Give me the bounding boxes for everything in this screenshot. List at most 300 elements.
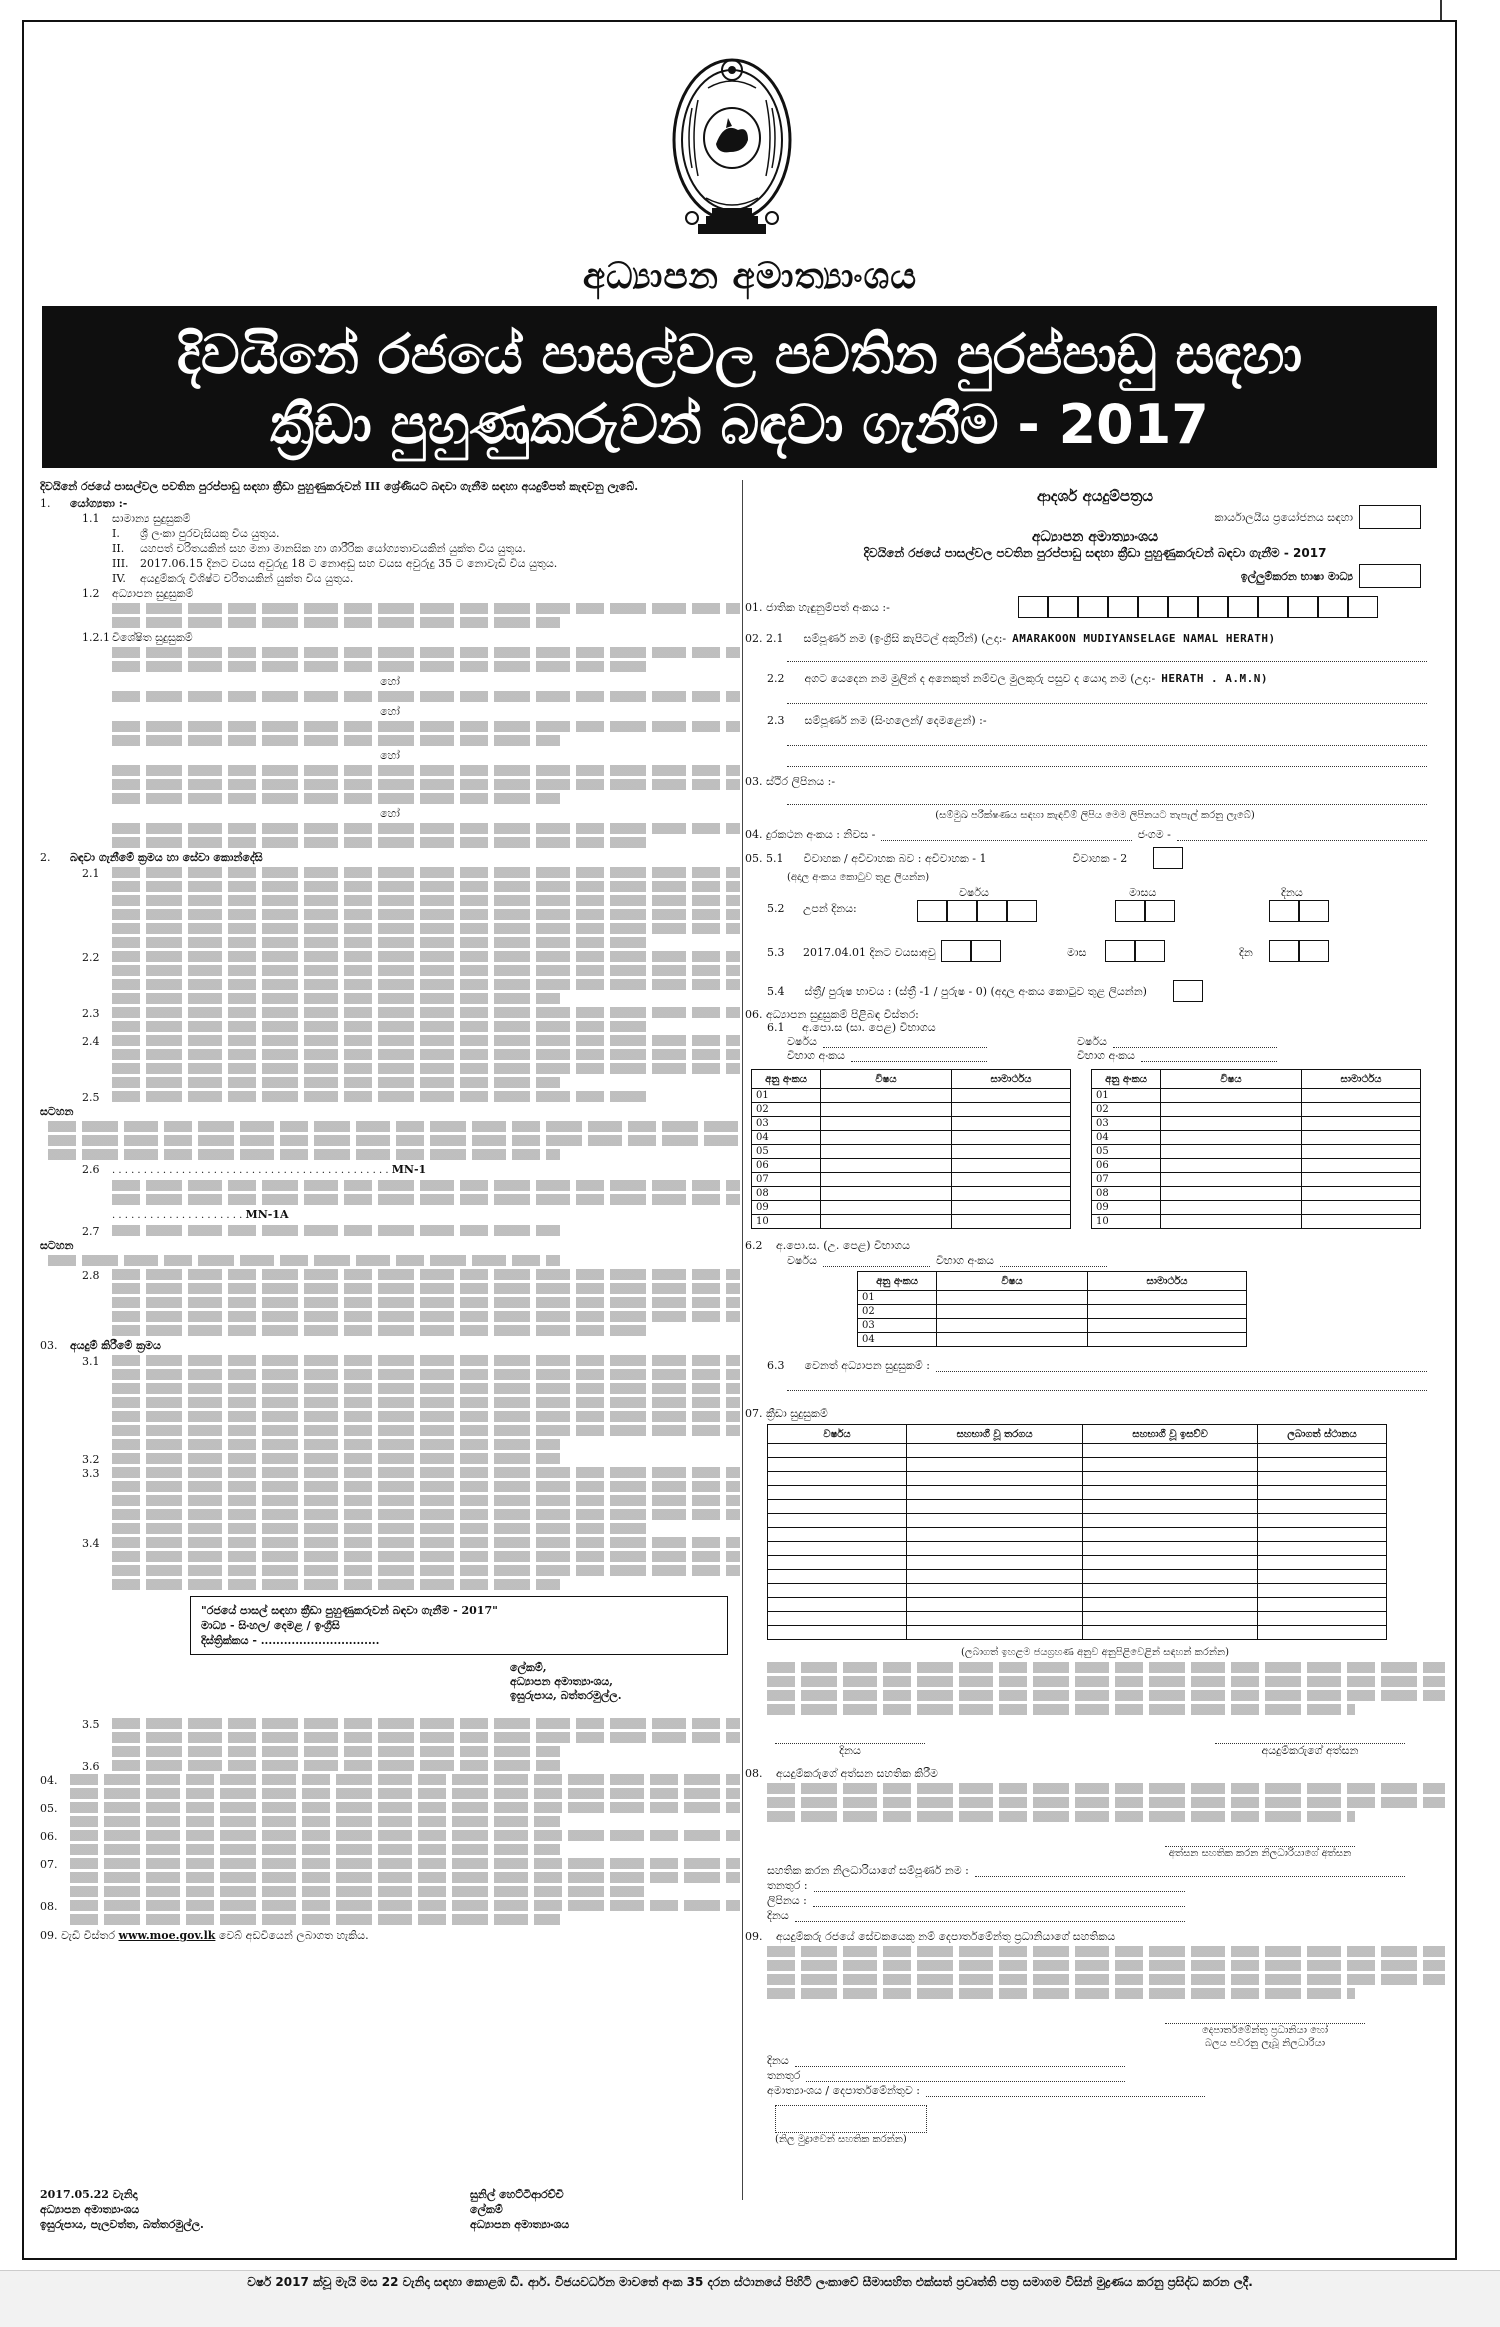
list-item [40,572,740,585]
table-cell[interactable] [1258,1486,1387,1500]
table-cell[interactable] [1302,1187,1421,1201]
table-cell: 05 [1092,1145,1161,1159]
text-line [70,1914,560,1925]
text-line [112,603,740,614]
auth-officer-label: බලය පවරනු ලැබූ නිලධාරියා [1204,2038,1326,2049]
envelope-line-3: දිස්ත්‍රික්කය - ............................... [201,1634,380,1647]
table-cell[interactable] [1302,1159,1421,1173]
phone-mobile-field[interactable] [1177,828,1427,841]
table-header: සාමාර්ථය [1088,1272,1247,1291]
table-cell[interactable] [1161,1089,1302,1103]
paragraph-number: 2.6 [82,1163,100,1176]
q62-number: 6.2 [745,1239,763,1252]
age-months-boxes[interactable] [1105,940,1165,962]
fullname-si-field-2[interactable] [787,756,1427,767]
nic-boxes[interactable] [1018,596,1378,618]
paragraph [40,1035,740,1046]
table-header: අනු අංකය [1092,1070,1161,1089]
ol-results-tables [751,1069,1445,1229]
text-line [112,1551,740,1562]
other-quals-label: වෙනත් අධ්‍යාපන සුදුසුකම් : [804,1359,930,1372]
text-line [112,1760,560,1771]
q2-number: 02. 2.1 [745,632,784,645]
table-cell: 03 [752,1117,821,1131]
table-cell[interactable] [1258,1584,1387,1598]
table-cell[interactable] [952,1159,1071,1173]
age-days-label: දින [1239,946,1253,959]
certifier-signature [1165,1836,1355,1860]
table-cell[interactable] [821,1117,952,1131]
title-banner [42,306,1437,468]
ol-results-table-1 [751,1069,1071,1229]
table-cell[interactable] [1083,1444,1258,1458]
table-cell[interactable] [1302,1117,1421,1131]
signature-label: අත්සන සහතික කරන නිලධාරියාගේ අත්සන [1168,1848,1352,1859]
table-cell[interactable] [1161,1131,1302,1145]
office-use-row [745,505,1421,529]
paragraph [40,1225,740,1236]
table-cell[interactable] [1258,1528,1387,1542]
table-cell[interactable] [1258,1514,1387,1528]
other-quals-row [745,1359,1445,1372]
text-line [112,1495,740,1506]
initials-label: අගට යෙදෙන නම මුලින් ද අනෙකුත් නම්වල මුලකුරු පසුව ද යොදා නම (උදා:- [804,672,1156,685]
table-cell[interactable] [1083,1528,1258,1542]
table-cell: 10 [752,1215,821,1229]
mn-code-line-2: . . . . . . . . . . . . . . . . . . . . . MN-1A [112,1208,289,1221]
section-number: 1.2.1 [82,631,110,644]
table-row [768,1528,1387,1542]
paragraph [40,1802,740,1813]
text-line [112,951,740,962]
table-row [858,1333,1247,1347]
fullname-en-example: AMARAKOON MUDIYANSELAGE NAMAL HERATH) [1012,632,1276,645]
text-line [70,1788,740,1799]
table-cell[interactable] [1258,1542,1387,1556]
text-line [112,1746,560,1757]
paragraph-number: 3.4 [82,1537,100,1550]
issue-address: ඉසුරුපාය, පැලවත්ත, බත්තරමුල්ල. [40,2218,204,2231]
text-line [112,1509,740,1520]
other-quals-field-2[interactable] [787,1382,1427,1391]
table-cell[interactable] [1083,1556,1258,1570]
table-cell[interactable] [821,1215,952,1229]
table-cell: 09 [752,1201,821,1215]
table-cell[interactable] [907,1486,1083,1500]
paragraph-number: 3.2 [82,1453,100,1466]
table-row [858,1305,1247,1319]
notice-column [40,480,740,2250]
table-cell[interactable] [1083,1458,1258,1472]
table-cell[interactable] [1083,1570,1258,1584]
ministry-dept-label: අමාත්‍යාංශය / දෙපාර්තමේන්තුව : [767,2084,920,2097]
initials-example: HERATH . A.M.N) [1161,672,1269,685]
table-cell[interactable] [1258,1570,1387,1584]
certifier-date-row [767,1909,1185,1922]
phone-mobile-label: ජංගම - [1137,828,1171,841]
table-cell[interactable] [1083,1472,1258,1486]
post-field[interactable] [806,2069,1125,2082]
table-cell: 03 [1092,1117,1161,1131]
note-label: සටහන [40,1239,74,1252]
table-cell[interactable] [1088,1333,1247,1347]
date-field[interactable] [775,1733,925,1744]
table-row [858,1319,1247,1333]
q23-number: 2.3 [767,714,785,727]
ol-meta-left [787,1034,987,1063]
applicant-date [775,1733,925,1757]
table-row [768,1472,1387,1486]
paragraph-number: 2.4 [82,1035,100,1048]
text-line [767,1797,1445,1808]
table-cell[interactable] [1083,1598,1258,1612]
table-row [1092,1145,1421,1159]
table-cell: 09 [1092,1201,1161,1215]
table-cell: 02 [752,1103,821,1117]
table-cell[interactable] [1258,1444,1387,1458]
mn-code-2: MN-1A [245,1208,289,1221]
item-number: II. [112,542,125,555]
dob-month-boxes[interactable] [1115,900,1175,922]
table-cell[interactable] [952,1131,1071,1145]
text-line [70,1830,740,1841]
table-cell[interactable] [937,1333,1088,1347]
al-index-field[interactable] [1000,1254,1107,1267]
q61-number: 6.1 [767,1021,785,1034]
table-row [1092,1103,1421,1117]
table-cell[interactable] [768,1444,907,1458]
table-cell[interactable] [1258,1626,1387,1640]
table-cell[interactable] [768,1598,907,1612]
dob-day-boxes[interactable] [1269,900,1329,922]
table-cell[interactable] [1088,1305,1247,1319]
text-line [112,1225,560,1236]
ministry-dept-field[interactable] [926,2084,1205,2097]
table-cell[interactable] [1088,1319,1247,1333]
title-line-1: දිවයිනේ රජයේ පාසල්වල පවතින පුරප්පාඩු සඳහා [176,323,1303,386]
table-cell[interactable] [1161,1173,1302,1187]
q9-number: 09. [745,1930,763,1943]
ol-year-field[interactable] [823,1035,987,1048]
table-cell[interactable] [768,1486,907,1500]
dob-row [745,886,1445,938]
ol-label: අ.පො.ස (සා. පෙළ) විභාගය [802,1021,936,1034]
table-cell[interactable] [952,1187,1071,1201]
paragraph-number: 3.5 [82,1718,100,1731]
table-cell[interactable] [907,1542,1083,1556]
signature-field[interactable] [1165,2013,1365,2024]
table-cell[interactable] [821,1159,952,1173]
signature-label: අයදුම්කරුගේ අත්සන [1261,1744,1359,1757]
website-link[interactable]: www.moe.gov.lk [118,1929,216,1942]
table-cell[interactable] [1161,1159,1302,1173]
table-cell[interactable] [1302,1145,1421,1159]
date-field[interactable] [795,1909,1185,1922]
table-cell[interactable] [1258,1500,1387,1514]
text-line [112,979,740,990]
table-cell[interactable] [821,1145,952,1159]
text-line [112,1732,740,1743]
post-field[interactable] [814,1879,1185,1892]
table-cell[interactable] [821,1089,952,1103]
table-cell[interactable] [937,1291,1088,1305]
table-cell[interactable] [821,1103,952,1117]
text-line [48,1121,740,1132]
table-row [768,1570,1387,1584]
table-cell[interactable] [768,1514,907,1528]
table-header-row [858,1272,1247,1291]
other-quals-field[interactable] [936,1359,1427,1372]
address-field[interactable] [787,794,1427,805]
table-cell[interactable] [907,1514,1083,1528]
table-cell[interactable] [1302,1201,1421,1215]
item-text: 2017.06.15 දිනට වයස අවුරුදු 18 ට නොඅඩු සහ වයස අවුරුදු 35 ට නොවැඩි විය යුතුය. [140,557,558,570]
table-cell[interactable] [952,1215,1071,1229]
table-cell[interactable] [1302,1089,1421,1103]
table-cell[interactable] [952,1089,1071,1103]
table-cell[interactable] [1083,1612,1258,1626]
certifier-name-label: සහතික කරන නිලධාරියාගේ සම්පූර්ණ නම : [767,1864,969,1877]
q5-number: 05. 5.1 [745,851,784,865]
section-1-2 [40,587,740,600]
table-cell[interactable] [768,1612,907,1626]
dob-month-label: මාසය [1129,886,1157,899]
text-line [112,1077,560,1088]
item-number: III. [112,557,129,570]
ol-index-label: විභාග අංකය [787,1049,845,1062]
table-cell[interactable] [1302,1215,1421,1229]
signature-field[interactable] [1165,1836,1355,1847]
address-field[interactable] [813,1894,1185,1907]
table-cell[interactable] [952,1173,1071,1187]
age-years-boxes[interactable] [941,940,1001,962]
table-cell[interactable] [937,1305,1088,1319]
signatory [470,2187,569,2232]
medium-box[interactable] [1359,564,1421,588]
table-cell[interactable] [1083,1626,1258,1640]
table-row [1092,1131,1421,1145]
date-field[interactable] [795,2054,1125,2067]
age-days-boxes[interactable] [1269,940,1329,962]
table-header: සාමාර්ථය [952,1070,1071,1089]
table-cell[interactable] [937,1319,1088,1333]
office-use-label: කාර්යාලයීය ප්‍රයෝජනය සඳහා [1214,510,1353,524]
table-cell: 04 [1092,1131,1161,1145]
text-line [767,1974,1445,1985]
nic-row [745,596,1445,618]
paragraph [40,1163,740,1177]
text-line [112,1325,650,1336]
table-cell[interactable] [907,1570,1083,1584]
website-prefix: 09. වැඩි විස්තර [40,1929,116,1942]
table-cell[interactable] [907,1500,1083,1514]
table-cell[interactable] [768,1472,907,1486]
table-cell[interactable] [1258,1458,1387,1472]
phone-home-field[interactable] [881,828,1131,841]
text-line [112,1425,740,1436]
text-line [767,1988,1355,1999]
table-cell: 06 [752,1159,821,1173]
paragraph [40,1007,740,1018]
table-header: ලබාගත් ස්ථානය [1258,1425,1387,1444]
al-year-field[interactable] [823,1254,930,1267]
table-cell[interactable] [821,1187,952,1201]
table-cell[interactable] [1083,1500,1258,1514]
gender-row [745,980,1445,1002]
table-row [768,1584,1387,1598]
table-cell[interactable] [768,1556,907,1570]
table-cell[interactable] [1083,1584,1258,1598]
applicant-signature [1215,1733,1405,1757]
item-text: ශ්‍රී ලංකා පුරවැසියකු විය යුතුය. [140,527,280,540]
table-cell[interactable] [952,1145,1071,1159]
text-line [112,1049,740,1060]
table-cell[interactable] [1088,1291,1247,1305]
table-cell[interactable] [1258,1472,1387,1486]
certifier-name-field[interactable] [975,1864,1405,1877]
table-cell[interactable] [952,1103,1071,1117]
fullname-en-field[interactable] [787,651,1427,662]
section-2 [40,851,740,864]
section-1-1 [40,512,740,525]
table-cell[interactable] [821,1201,952,1215]
dob-year-boxes[interactable] [917,900,1037,922]
initials-field[interactable] [787,693,1427,704]
table-cell: 04 [752,1131,821,1145]
imprint-bar [0,2270,1500,2327]
table-cell[interactable] [768,1500,907,1514]
fullname-si-field[interactable] [787,735,1427,746]
table-cell[interactable] [1258,1598,1387,1612]
cert-heading-row [745,1767,1445,1780]
table-cell[interactable] [1161,1117,1302,1131]
table-row [768,1514,1387,1528]
signatory-role: ලේකම් [470,2203,503,2216]
table-cell[interactable] [1302,1131,1421,1145]
paragraph [40,1760,740,1771]
head-ministry-row [767,2084,1205,2097]
text-line [112,993,560,1004]
table-cell[interactable] [1083,1486,1258,1500]
education-heading: 06. අධ්‍යාපන සුදුසුකම් පිළිබඳ විස්තර: [745,1008,919,1021]
section-title: සාමාන්‍ය සුදුසුකම් [112,512,191,525]
table-cell: 07 [752,1173,821,1187]
paragraph [40,1537,740,1548]
paragraph [40,1467,740,1478]
text-line [112,1565,740,1576]
table-cell[interactable] [768,1528,907,1542]
table-cell[interactable] [952,1117,1071,1131]
gender-box[interactable] [1173,980,1203,1002]
text-line [70,1886,650,1897]
or-label: හෝ [380,705,400,718]
text-line [112,1537,740,1548]
text-line [112,1007,740,1018]
table-cell[interactable] [907,1444,1083,1458]
text-line [112,1091,650,1102]
table-row [752,1103,1071,1117]
table-cell[interactable] [1161,1215,1302,1229]
signature-field[interactable] [1215,1733,1405,1744]
phone-home-label: 04. දුරකථන අංකය : නිවස - [745,828,876,841]
or-label: හෝ [380,807,400,820]
paragraph [40,1900,740,1911]
table-cell[interactable] [952,1201,1071,1215]
paragraph [40,951,740,962]
table-cell[interactable] [768,1584,907,1598]
text-line [112,1383,740,1394]
table-cell[interactable] [1302,1103,1421,1117]
table-cell[interactable] [907,1556,1083,1570]
or-label: හෝ [380,675,400,688]
table-cell[interactable] [1258,1556,1387,1570]
table-cell[interactable] [907,1626,1083,1640]
ol-index-field[interactable] [851,1049,987,1062]
table-cell[interactable] [1258,1612,1387,1626]
address-line: ලේකම්, [510,1661,547,1674]
table-cell[interactable] [768,1458,907,1472]
marital-box[interactable] [1153,847,1183,869]
table-cell[interactable] [821,1173,952,1187]
table-row [1092,1159,1421,1173]
table-header: සහභාගී වූ ඉසව්ව [1083,1425,1258,1444]
ol-year-field[interactable] [1113,1035,1277,1048]
website-line [40,1929,740,1942]
dob-day-label: දිනය [1281,886,1303,899]
medium-row [745,564,1421,588]
al-label: අ.පො.ස. (උ. පෙළ) විභාගය [776,1239,910,1252]
table-cell[interactable] [1161,1103,1302,1117]
table-cell[interactable] [1161,1145,1302,1159]
table-cell[interactable] [907,1584,1083,1598]
seal-area[interactable] [775,2105,927,2133]
table-row [752,1173,1071,1187]
table-row [858,1291,1247,1305]
table-cell[interactable] [768,1626,907,1640]
paragraph-number: 05. [40,1802,58,1815]
imprint-text: වර්ෂ 2017 ක්වූ මැයි මස 22 වැනිදා සඳහා කොළඹ ඩී. ආර්. විජයවර්ධන මාවතේ අංක 35 දරන ස්ථානයේ පිහිටි ලංකාවේ සීමාසහිත එක්සත් ප්‍රවෘත්ති පත්‍ර සමාගම විසින් මුද්‍රණය කරනු ප්‍රසිද්ධ කරන ලදී. [247,2275,1253,2289]
paragraph [40,1269,740,1280]
text-line [112,617,560,628]
paragraph [40,1858,740,1869]
table-cell[interactable] [1161,1187,1302,1201]
table-cell[interactable] [907,1458,1083,1472]
table-cell[interactable] [1083,1542,1258,1556]
office-use-box[interactable] [1359,505,1421,529]
head-post-row [767,2069,1125,2082]
text-line [112,1439,560,1450]
fullname-en-label: සම්පූර්ණ නම (ඉංග්‍රීසි කැපිටල් අකුරින්) (උදා:- [803,632,1007,645]
table-cell[interactable] [907,1612,1083,1626]
table-cell[interactable] [907,1528,1083,1542]
fullname-en-row [745,632,1445,645]
table-cell[interactable] [907,1472,1083,1486]
head-cert-row [745,1930,1445,1943]
ol-index-field[interactable] [1141,1049,1277,1062]
table-cell[interactable] [1083,1514,1258,1528]
ol-heading-row [767,1021,1445,1034]
table-cell[interactable] [907,1598,1083,1612]
paragraph-number: 06. [40,1830,58,1843]
table-cell[interactable] [768,1542,907,1556]
text-line [48,1149,560,1160]
table-cell[interactable] [821,1131,952,1145]
table-cell[interactable] [768,1570,907,1584]
text-line [70,1844,560,1855]
paragraph-number: 2.8 [82,1269,100,1282]
table-cell[interactable] [1302,1173,1421,1187]
table-cell[interactable] [1161,1201,1302,1215]
